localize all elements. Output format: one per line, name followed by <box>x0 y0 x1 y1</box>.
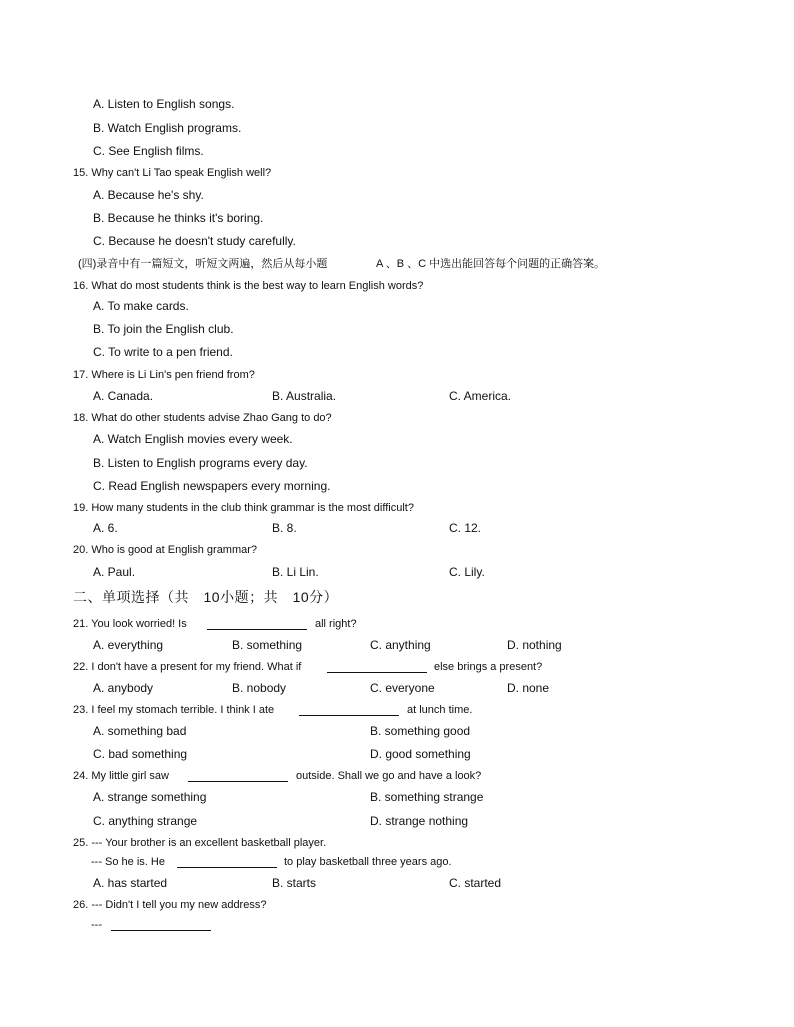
q22-option-b: B. nobody <box>232 681 287 695</box>
q15-stem: 15. Why can't Li Tao speak English well? <box>73 167 272 179</box>
q14-option-b: B. Watch English programs. <box>93 121 242 135</box>
section4-instruction-part1: (四)录音中有一篇短文，听短文两遍，然后从每小题 <box>78 258 328 270</box>
q14-option-c: C. See English films. <box>93 144 204 158</box>
q20-option-b: B. Li Lin. <box>272 565 319 579</box>
q26-answer-blank <box>111 920 211 934</box>
q23-option-b: B. something good <box>370 724 471 738</box>
q19-stem: 19. How many students in the club think grammar is the most difficult? <box>73 502 414 514</box>
q16-option-b: B. To join the English club. <box>93 322 234 336</box>
q22-stem-post: else brings a present? <box>434 661 543 673</box>
q25-option-b: B. starts <box>272 876 317 890</box>
q17-stem: 17. Where is Li Lin's pen friend from? <box>73 369 255 381</box>
q20-option-c: C. Lily. <box>449 565 485 579</box>
q15-option-a: A. Because he's shy. <box>93 188 204 202</box>
q22-answer-blank <box>327 662 427 676</box>
q24-option-a: A. strange something <box>93 790 207 804</box>
q18-stem: 18. What do other students advise Zhao Gang to do? <box>73 412 332 424</box>
q23-option-d: D. good something <box>370 747 471 761</box>
q19-option-a: A. 6. <box>93 521 118 535</box>
q25-stem-pre: --- So he is. He <box>91 856 165 868</box>
q14-option-a: A. Listen to English songs. <box>93 97 235 111</box>
q17-option-b: B. Australia. <box>272 389 337 403</box>
q22-option-c: C. everyone <box>370 681 435 695</box>
q21-stem-pre: 21. You look worried! Is <box>73 618 187 630</box>
q25-line1: 25. --- Your brother is an excellent basketball player. <box>73 837 327 849</box>
q24-answer-blank <box>188 771 288 785</box>
q19-option-c: C. 12. <box>449 521 482 535</box>
q18-option-c: C. Read English newspapers every morning. <box>93 479 331 493</box>
q22-option-a: A. anybody <box>93 681 154 695</box>
q23-option-c: C. bad something <box>93 747 188 761</box>
q23-stem-pre: 23. I feel my stomach terrible. I think I ate <box>73 704 275 716</box>
q15-option-b: B. Because he thinks it's boring. <box>93 211 264 225</box>
q24-option-b: B. something strange <box>370 790 484 804</box>
q24-option-c: C. anything strange <box>93 814 198 828</box>
q21-stem-post: all right? <box>315 618 357 630</box>
q23-option-a: A. something bad <box>93 724 187 738</box>
q16-option-c: C. To write to a pen friend. <box>93 345 233 359</box>
q23-answer-blank <box>299 705 399 719</box>
q18-option-a: A. Watch English movies every week. <box>93 432 293 446</box>
q25-answer-blank <box>177 857 277 871</box>
part2-heading: 二、单项选择（共 10小题；共 10分） <box>73 589 339 605</box>
q24-stem-pre: 24. My little girl saw <box>73 770 169 782</box>
q24-stem-post: outside. Shall we go and have a look? <box>296 770 482 782</box>
q18-option-b: B. Listen to English programs every day. <box>93 456 308 470</box>
q16-option-a: A. To make cards. <box>93 299 189 313</box>
q16-stem: 16. What do most students think is the best way to learn English words? <box>73 280 424 292</box>
section4-instruction-part2: A 、B 、C 中选出能回答每个问题的正确答案。 <box>376 258 606 270</box>
q23-stem-post: at lunch time. <box>407 704 473 716</box>
q17-option-c: C. America. <box>449 389 512 403</box>
q21-option-b: B. something <box>232 638 303 652</box>
q17-option-a: A. Canada. <box>93 389 154 403</box>
q19-option-b: B. 8. <box>272 521 297 535</box>
q15-option-c: C. Because he doesn't study carefully. <box>93 234 296 248</box>
q21-option-d: D. nothing <box>507 638 562 652</box>
q25-stem-post: to play basketball three years ago. <box>284 856 452 868</box>
q26-line1: 26. --- Didn't I tell you my new address? <box>73 899 267 911</box>
q20-stem: 20. Who is good at English grammar? <box>73 544 258 556</box>
q25-option-a: A. has started <box>93 876 168 890</box>
q22-stem-pre: 22. I don't have a present for my friend. What if <box>73 661 302 673</box>
q26-stem-pre: --- <box>91 919 102 931</box>
q21-answer-blank <box>207 619 307 633</box>
q20-option-a: A. Paul. <box>93 565 136 579</box>
q22-option-d: D. none <box>507 681 550 695</box>
q21-option-a: A. everything <box>93 638 164 652</box>
q25-option-c: C. started <box>449 876 502 890</box>
q24-option-d: D. strange nothing <box>370 814 469 828</box>
q21-option-c: C. anything <box>370 638 431 652</box>
